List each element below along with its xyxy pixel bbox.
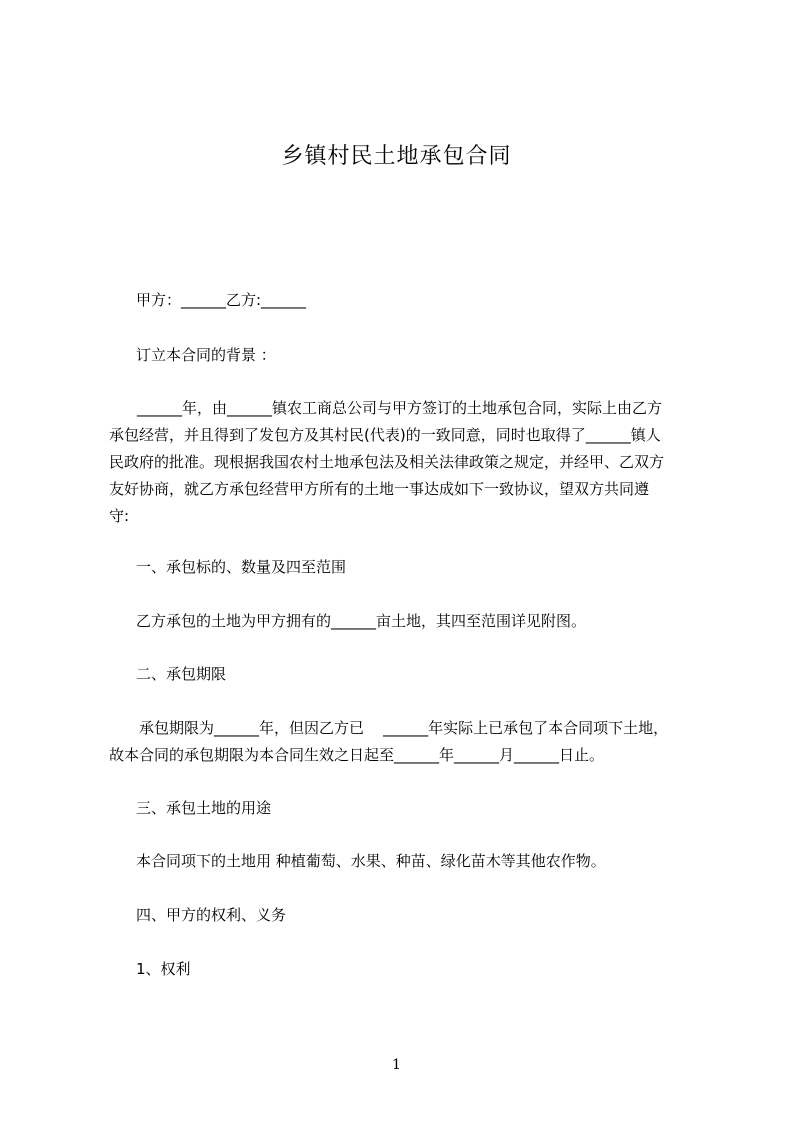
background-paragraph bbox=[109, 395, 699, 530]
paragraph-line: 友好协商，就乙方承包经营甲方所有的土地一事达成如下一致协议，望双方共同遵 bbox=[109, 480, 650, 498]
page-number: 1 bbox=[392, 1057, 401, 1073]
paragraph-line: 故本合同的承包期限为本合同生效之日起至______年______月______日止。 bbox=[109, 746, 605, 764]
section4-heading: 四、甲方的权利、义务 bbox=[136, 906, 287, 924]
section3-heading: 三、承包土地的用途 bbox=[136, 799, 272, 817]
document-title: 乡镇村民土地承包合同 bbox=[281, 144, 512, 169]
paragraph-line: 守: bbox=[109, 507, 130, 525]
section2-paragraph bbox=[109, 715, 699, 769]
section2-heading: 二、承包期限 bbox=[136, 665, 227, 683]
paragraph-line: 承包期限为______年，但因乙方已 ______年实际上已承包了本合同项下土地， bbox=[139, 719, 669, 737]
section1-heading: 一、承包标的、数量及四至范围 bbox=[136, 558, 347, 576]
background-heading: 订立本合同的背景 ： bbox=[136, 346, 276, 364]
section4-subheading: 1、权利 bbox=[136, 960, 191, 978]
paragraph-line: ______年，由______镇农工商总公司与甲方签订的土地承包合同，实际上由乙方 bbox=[137, 399, 663, 417]
paragraph-line: 民政府的批准。现根据我国农村土地承包法及相关法律政策之规定，并经甲、乙双方 bbox=[109, 453, 665, 471]
parties-line: 甲方：______乙方:______ bbox=[136, 291, 307, 309]
paragraph-line: 承包经营，并且得到了发包方及其村民(代表)的一致同意，同时也取得了______镇人 bbox=[109, 426, 661, 444]
section1-text: 乙方承包的土地为甲方拥有的______亩土地，其四至范围详见附图。 bbox=[136, 612, 587, 630]
section3-text: 本合同项下的土地用 种植葡萄、水果、种苗、绿化苗木等其他农作物。 bbox=[136, 852, 606, 870]
